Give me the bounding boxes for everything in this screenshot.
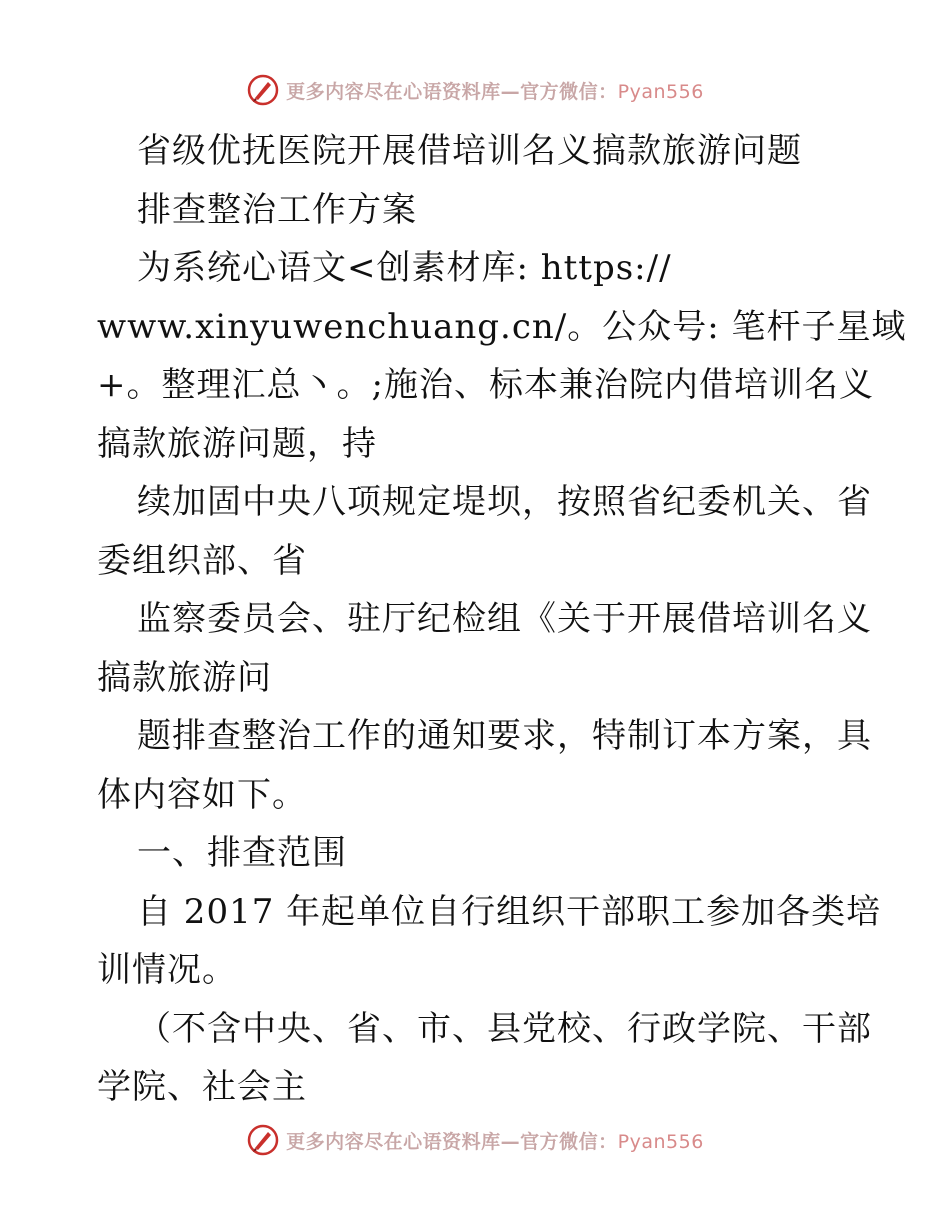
text-line: 监察委员会、驻厅纪检组《关于开展借培训名义 xyxy=(137,599,872,639)
text-line: 续加固中央八项规定堤坝，按照省纪委机关、省 xyxy=(137,482,872,522)
text-line: 搞款旅游问题，持 xyxy=(97,423,377,464)
text-line: 自 2017 年起单位自行组织干部职工参加各类培 xyxy=(137,891,882,932)
text-line: 一、排查范围 xyxy=(137,833,347,873)
watermark-banner xyxy=(246,73,704,107)
text-line: 为系统心语文<创素材库: https:// xyxy=(137,248,672,288)
text-line: 排查整治工作方案 xyxy=(137,189,417,230)
header-watermark xyxy=(0,70,950,110)
text-line: 题排查整治工作的通知要求，特制订本方案，具 xyxy=(137,716,872,756)
watermark-text: 更多内容尽在心语资料库—官方微信：Pyan556 xyxy=(286,1130,704,1153)
text-line: www.xinyuwenchuang.cn/。公众号: 笔杆子星域 xyxy=(97,306,907,347)
pen-feather-icon xyxy=(246,73,280,107)
text-line: +。整理汇总丶。;施治、标本兼治院内借培训名义 xyxy=(97,365,874,405)
text-line: 搞款旅游问 xyxy=(97,657,272,698)
pen-feather-icon xyxy=(246,1123,280,1157)
text-line: 体内容如下。 xyxy=(97,774,307,815)
text-line: 省级优抚医院开展借培训名义搞款旅游问题 xyxy=(137,131,802,171)
document-body xyxy=(97,122,907,1117)
footer-watermark xyxy=(0,1120,950,1160)
text-line: 训情况。 xyxy=(97,950,237,990)
text-line: 委组织部、省 xyxy=(97,540,307,581)
watermark-wechat-id: Pyan556 xyxy=(617,80,704,103)
watermark-text: 更多内容尽在心语资料库—官方微信：Pyan556 xyxy=(286,80,704,103)
watermark-wechat-id: Pyan556 xyxy=(617,1130,704,1153)
text-line: （不含中央、省、市、县党校、行政学院、干部 xyxy=(137,1008,872,1049)
text-line: 学院、社会主 xyxy=(97,1067,307,1107)
watermark-banner xyxy=(246,1123,704,1157)
